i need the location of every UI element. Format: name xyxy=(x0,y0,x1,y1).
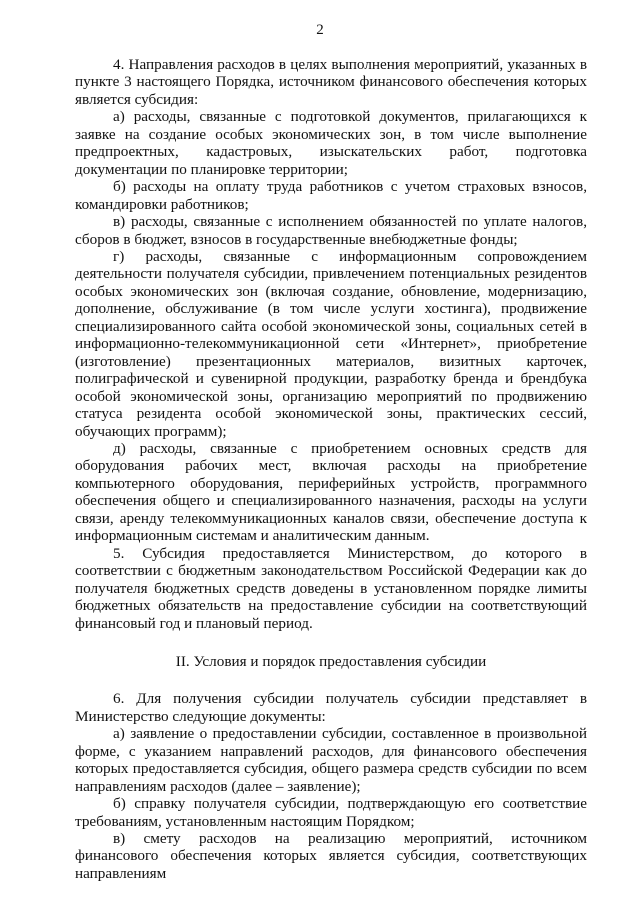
paragraph-item-6a: а) заявление о предоставлении субсидии, составленное в произвольной форме, с указанием направлений расходов, для финансового обеспечения которых предоставляется субсидия, общего размера средств субсидии по всем направлениям расходов (далее – заявление); xyxy=(75,725,587,795)
paragraph-item-4v: в) расходы, связанные с исполнением обязанностей по уплате налогов, сборов в бюджет, взносов в государственные внебюджетные фонды; xyxy=(75,213,587,248)
paragraph-item-6v: в) смету расходов на реализацию мероприятий, источником финансового обеспечения которых является субсидия, соответствующих направлениям xyxy=(75,830,587,882)
paragraph-item-5: 5. Субсидия предоставляется Министерством, до которого в соответствии с бюджетным законодательством Российской Федерации как до получателя бюджетных средств доведены в установленном порядке лимиты бюджетных обязательств на предоставление субсидии на соответствующий финансовый год и плановый период. xyxy=(75,544,587,632)
paragraph-item-4b: б) расходы на оплату труда работников с учетом страховых взносов, командировки работников; xyxy=(75,178,587,213)
paragraph-item-4g: г) расходы, связанные с информационным сопровождением деятельности получателя субсидии, привлечением потенциальных резидентов особых экономических зон (включая создание, обновление, модернизацию, дополнение, обслуживание (в том числе услуги хостинга), продвижение специализированного сайта особой экономической зоны, социальных сетей в информационно-телекоммуникационной сети «Интернет», приобретение (изготовление) презентационных материалов, визитных карточек, полиграфической и сувенирной продукции, разработку бренда и брендбука особой экономической зоны, организацию мероприятий по продвижению статуса резидента особой экономической зоны, практических сессий, обучающих программ); xyxy=(75,247,587,440)
paragraph-item-4d: д) расходы, связанные с приобретением основных средств для оборудования рабочих мест, включая расходы на приобретение компьютерного оборудования, периферийных устройств, программного обеспечения общего и специализированного назначения, расходы на услуги связи, аренду телекоммуникационных каналов связи, обеспечение доступа к информационным системам и аналитическим данным. xyxy=(75,439,587,545)
paragraph-item-4a: а) расходы, связанные с подготовкой документов, прилагающихся к заявке на создание особых экономических зон, в том числе выполнение предпроектных, кадастровых, изыскательских работ, подготовка документации по планировке территории; xyxy=(75,108,587,178)
paragraph-item-4: 4. Направления расходов в целях выполнения мероприятий, указанных в пункте 3 настоящего Порядка, источником финансового обеспечения которых является субсидия: xyxy=(75,56,587,108)
section-heading: II. Условия и порядок предоставления субсидии xyxy=(175,652,487,670)
document-body xyxy=(75,56,587,882)
paragraph-item-6: 6. Для получения субсидии получатель субсидии представляет в Министерство следующие документы: xyxy=(75,690,587,725)
paragraph-item-6b: б) справку получателя субсидии, подтверждающую его соответствие требованиям, установленным настоящим Порядком; xyxy=(75,795,587,830)
page-number: 2 xyxy=(316,22,324,38)
